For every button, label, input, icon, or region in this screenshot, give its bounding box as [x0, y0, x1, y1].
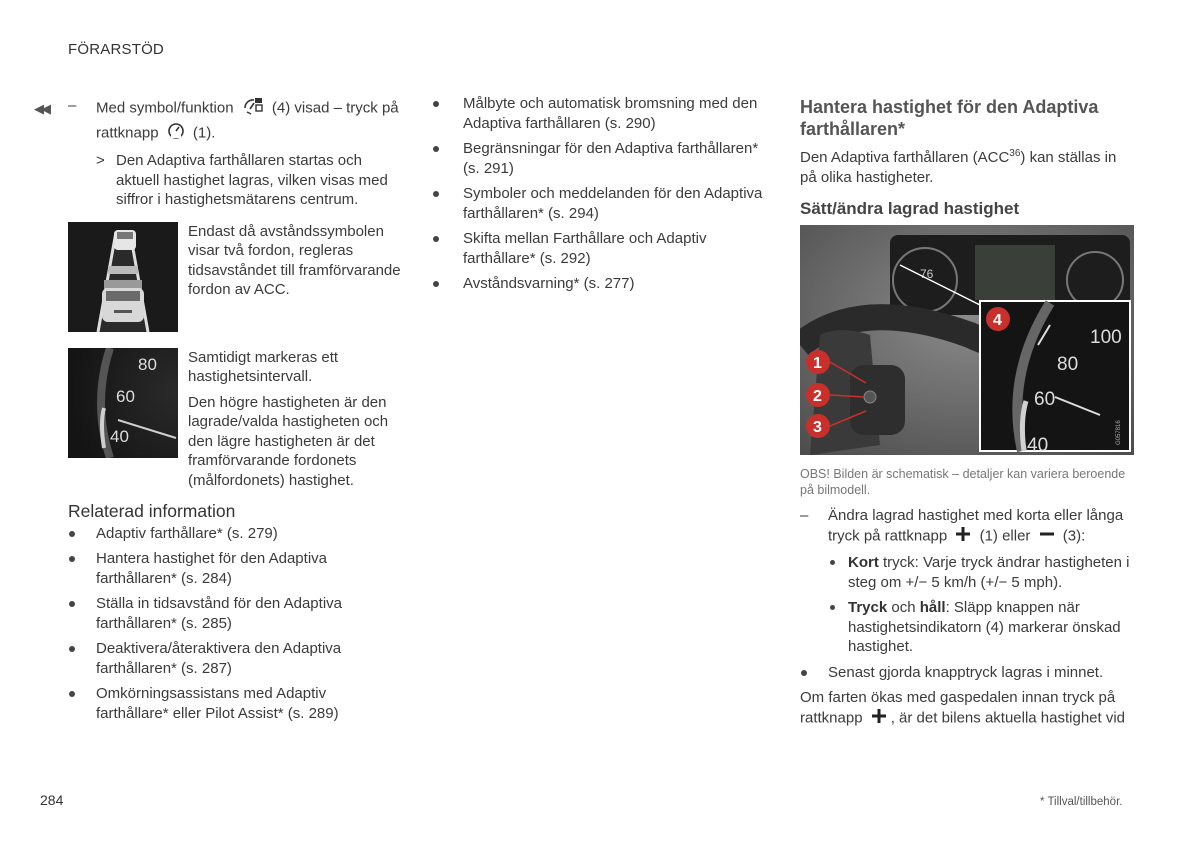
related-info-list — [68, 524, 402, 724]
bullet-dot — [433, 236, 439, 242]
bullet-dot — [830, 605, 835, 610]
callout-1: 1 — [813, 354, 822, 372]
distance-figure-text: Endast då avståndssymbolen visar två fordon, regleras tidsavståndet till framförvarande fordon av ACC. — [188, 222, 401, 298]
related-link[interactable]: Skifta mellan Farthållare och Adaptiv farthållare* (s. 292) — [432, 229, 772, 268]
related-link[interactable]: Avståndsvarning* (s. 277) — [432, 274, 772, 294]
bullet-dot — [433, 101, 439, 107]
related-link[interactable]: Målbyte och automatisk bromsning med den Adaptiva farthållaren (s. 290) — [432, 94, 772, 133]
speed-gauge-image — [68, 348, 178, 458]
zoom-gauge-80: 80 — [1057, 353, 1079, 375]
dash-marker: – — [68, 97, 77, 114]
step-text-a: Med symbol/funktion — [96, 99, 234, 117]
callout-3: 3 — [813, 418, 822, 436]
interval-text: Samtidigt markeras ett hastighetsintervall. — [188, 348, 339, 385]
column-2 — [432, 94, 772, 300]
bullet-dot — [830, 560, 835, 565]
list-item: Senast gjorda knapptryck lagras i minnet. — [800, 663, 1134, 683]
section-lead: Den Adaptiva farthållaren (ACC$^{36}$) kan ställas in på olika hastigheter. — [800, 148, 1117, 186]
bullet-dot — [69, 556, 75, 562]
distance-symbol-image — [68, 222, 178, 332]
image-code: G057816 — [1116, 419, 1122, 445]
bullet-dot — [69, 531, 75, 537]
related-info-list-continued — [432, 94, 772, 294]
dash-marker: – — [800, 507, 809, 524]
step-text-b: (4) visad – tryck på rattknapp — [96, 99, 399, 142]
related-link[interactable]: Hantera hastighet för den Adaptiva farthållaren* (s. 284) — [68, 549, 402, 588]
plus-button-icon — [871, 708, 887, 730]
steering-wheel-figure — [800, 225, 1134, 455]
press-type-list — [800, 553, 1134, 657]
bullet-dot — [433, 146, 439, 152]
result-text: Den Adaptiva farthållaren startas och aktuell hastighet lagras, vilken visas med siffror i hastighetsmätarens centrum. — [116, 152, 388, 208]
related-link[interactable]: Symboler och meddelanden för den Adaptiva farthållaren* (s. 294) — [432, 184, 772, 223]
list-item: Kort tryck: Varje tryck ändrar hastigheten i steg om +/− 5 km/h (+/− 5 mph). — [828, 553, 1134, 592]
back-arrows-icon[interactable]: ◀◀ — [34, 101, 48, 116]
column-1 — [68, 96, 402, 729]
bullet-dot — [69, 601, 75, 607]
list-item: Tryck och håll: Släpp knappen när hastighetsindikatorn (4) markerar önskad hastighet. — [828, 598, 1134, 657]
speed-interval-figure-row — [68, 348, 402, 491]
acc-symbol-icon — [242, 96, 264, 122]
footnote-ref[interactable]: 36 — [1009, 148, 1021, 159]
interval-detail-text: Den högre hastigheten är den lagrade/valda hastigheten och den lägre hastigheten är det framförvarande fordonets (målfordonets) hastighet. — [188, 393, 389, 489]
page-number: 284 — [40, 792, 64, 808]
callout-2: 2 — [813, 387, 822, 405]
related-link[interactable]: Begränsningar för den Adaptiva farthållaren* (s. 291) — [432, 139, 772, 178]
step-result — [68, 151, 402, 210]
memory-note — [800, 663, 1134, 683]
bullet-dot — [801, 670, 807, 676]
running-header: FÖRARSTÖD — [68, 41, 164, 58]
related-link[interactable]: Ställa in tidsavstånd för den Adaptiva farthållaren* (s. 285) — [68, 594, 402, 633]
instruction-step — [68, 96, 402, 145]
column-3 — [800, 94, 1134, 735]
zoom-gauge-40: 40 — [1027, 434, 1049, 455]
result-marker: > — [96, 152, 105, 169]
related-link[interactable]: Adaptiv farthållare* (s. 279) — [68, 524, 402, 544]
related-link[interactable]: Omkörningsassistans med Adaptiv farthållare* eller Pilot Assist* (s. 289) — [68, 684, 402, 723]
plus-button-icon — [955, 526, 971, 548]
speedometer-button-icon — [167, 122, 185, 146]
related-info-heading: Relaterad information — [68, 501, 236, 521]
related-link[interactable]: Deaktivera/återaktivera den Adaptiva farthållaren* (s. 287) — [68, 639, 402, 678]
gauge-label-80: 80 — [138, 354, 157, 374]
gauge-label-40: 40 — [110, 426, 129, 446]
bullet-dot — [433, 191, 439, 197]
figure-caption: OBS! Bilden är schematisk – detaljer kan variera beroende på bilmodell. — [800, 467, 1126, 497]
throttle-paragraph: Om farten ökas med gaspedalen innan tryck på rattknapp , är det bilens aktuella hastighet vid — [800, 688, 1134, 729]
subsection-heading: Sätt/ändra lagrad hastighet — [800, 199, 1020, 218]
section-heading: Hantera hastighet för den Adaptiva farthållaren* — [800, 97, 1099, 139]
bullet-dot — [69, 691, 75, 697]
footnote: * Tillval/tillbehör. — [1040, 796, 1123, 808]
cluster-speed: 76 — [920, 266, 934, 281]
bullet-dot — [69, 646, 75, 652]
callout-4: 4 — [993, 311, 1002, 329]
zoom-gauge-100: 100 — [1090, 326, 1122, 348]
bullet-dot — [433, 281, 439, 287]
minus-button-icon — [1039, 526, 1055, 548]
zoom-gauge-60: 60 — [1034, 388, 1056, 410]
distance-figure-row — [68, 222, 402, 348]
step-text-c: (1). — [192, 124, 216, 142]
gauge-label-60: 60 — [116, 386, 135, 406]
instruction-step: – Ändra lagrad hastighet med korta eller långa tryck på rattknapp (1) eller (3): — [800, 506, 1134, 547]
